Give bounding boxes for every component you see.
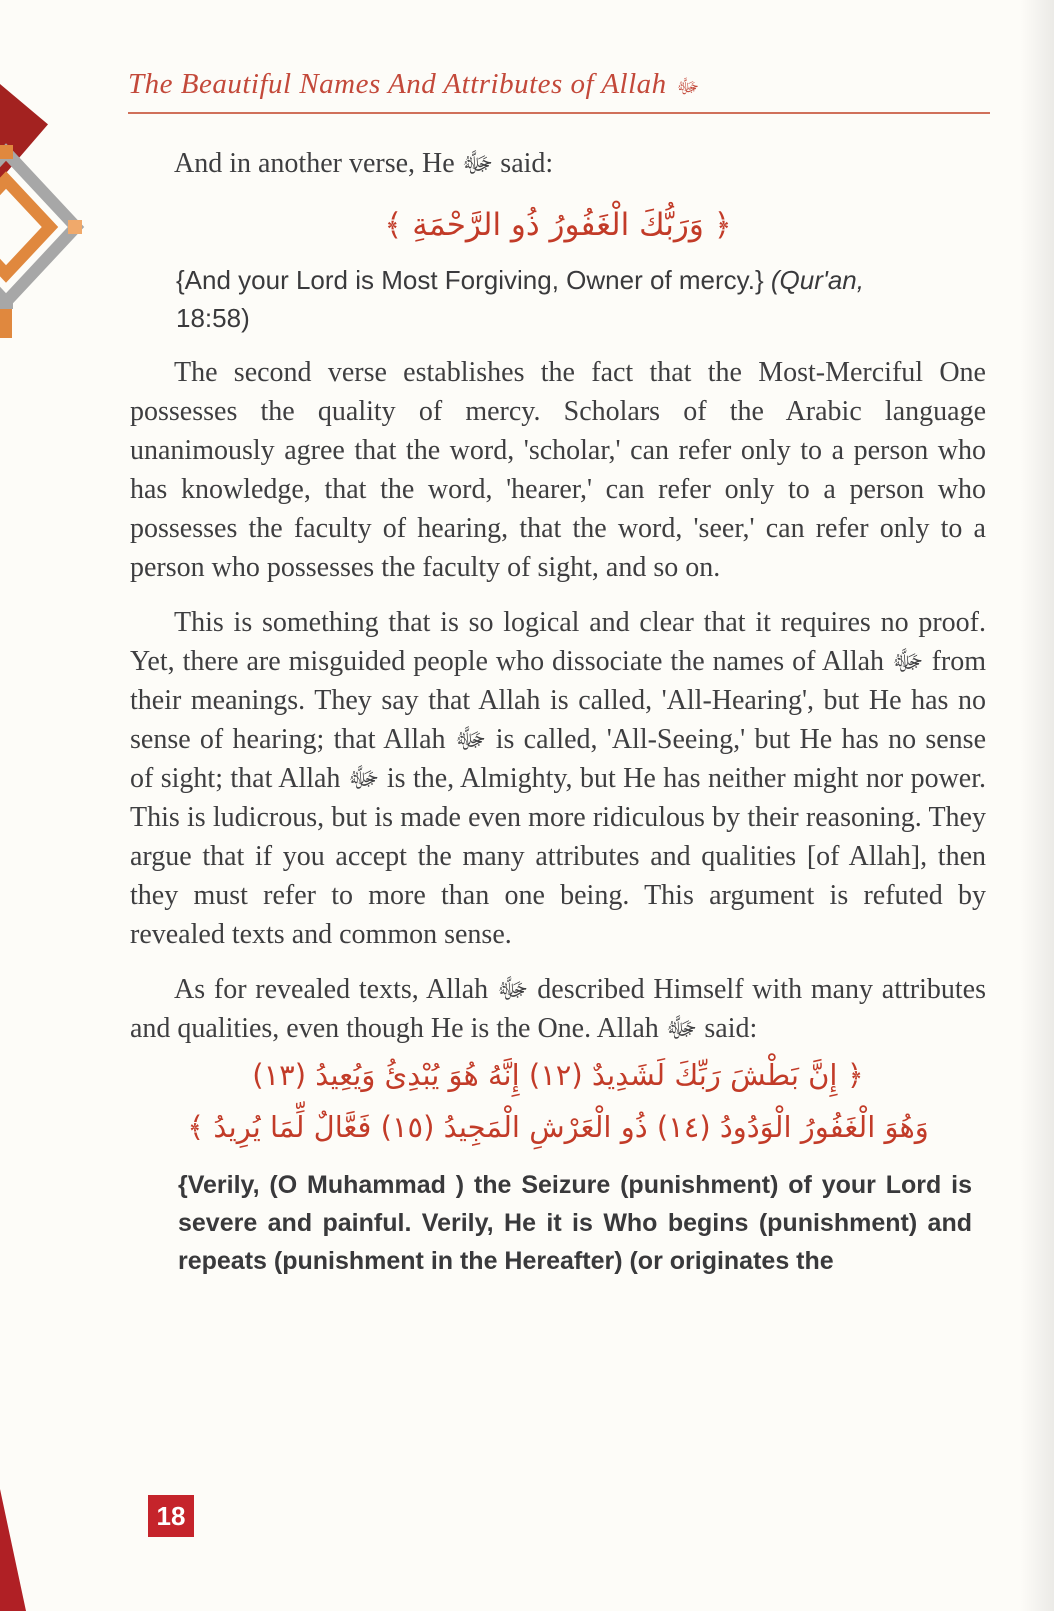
paragraph-second-verse: The second verse establishes the fact that the Most-Merciful One possesses the quality of mercy. Scholars of the Arabic language unanimously agree that the word, 'scholar,' can refer only to a person who has knowledge, that the word, 'hearer,' can refer only to a person who possesses the faculty of hearing, that the word, 'seer,' can refer only to a person who possesses the faculty of sight, and so on.: [130, 357, 986, 583]
chapter-header: [128, 68, 990, 114]
quran-source-ref: (Qur'an,: [770, 265, 864, 295]
header-rule: [128, 112, 990, 114]
verse-1-translation: [176, 261, 986, 337]
honorific-mark-icon: ﷻ: [676, 74, 700, 98]
arabic-verse-1: ﴿ وَرَبُّكَ الْغَفُورُ ذُو الرَّحْمَةِ ﴾: [384, 207, 732, 243]
paragraph-logical-clear: This is something that is so logical and clear that it requires no proof. Yet, there are misguided people who dissociate the names of Allah ﷻ from their meanings. They say that Allah is called, 'All-Hearing', but He has no sense of hearing; that Allah ﷻ is called, 'All-Seeing,' but He has no sense of sight; that Allah ﷻ is the, Almighty, but He has neither might nor power. This is ludicrous, but is made even more ridiculous by their reasoning. They argue that if you accept the many attributes and qualities [of Allah], then they must refer to more than one being. This argument is refuted by revealed texts and common sense.: [130, 607, 987, 950]
page-edge-shading: [1020, 0, 1054, 1611]
arabic-verse-2-line-2: وَهُوَ الْغَفُورُ الْوَدُودُ (١٤) ذُو الْعَرْشِ الْمَجِيدُ (١٥) فَعَّالٌ لِّمَا يُرِيدُ ﴾: [187, 1110, 929, 1144]
chapter-title: The Beautiful Names And Attributes of Allah: [128, 68, 667, 100]
book-cover-corner-bottom: [0, 1489, 26, 1611]
verse-1-translation-text: {And your Lord is Most Forgiving, Owner of mercy.}: [176, 265, 771, 295]
arabic-verse-2-line-1: ﴿ إِنَّ بَطْشَ رَبِّكَ لَشَدِيدٌ (١٢) إِنَّهُ هُوَ يُبْدِئُ وَيُعِيدُ (١٣): [252, 1058, 864, 1092]
chapter-title-line: [128, 68, 990, 103]
islamic-knot-ornament: [0, 142, 86, 347]
quran-source-verse-number: 18:58): [176, 303, 250, 333]
page-content: [130, 128, 986, 1280]
intro-line: And in another verse, He ﷻ said:: [174, 148, 554, 179]
paragraph-revealed-texts: As for revealed texts, Allah ﷻ described Himself with many attributes and qualities, even though He is the One. Allah ﷻ said:: [130, 974, 986, 1044]
page-number-badge: 18: [148, 1495, 194, 1537]
knot-ornament-graphic: [0, 142, 86, 342]
verse-2-translation: {Verily, (O Muhammad ) the Seizure (punishment) of your Lord is severe and painful. Verily, He it is Who begins (punishment) and repeats (punishment in the Hereafter) (or originates the: [178, 1171, 972, 1275]
